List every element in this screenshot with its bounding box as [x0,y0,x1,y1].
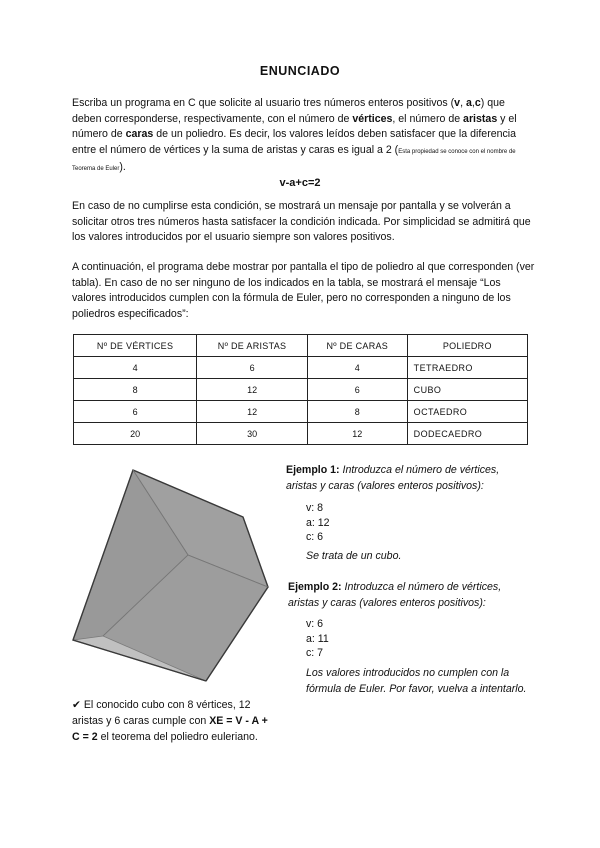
var-v: v [454,97,461,109]
euler-note: Esta propiedad se conoce con el nombre de Teorema de Euler [72,148,516,172]
cell-caras: 4 [307,357,407,379]
cube-illustration [70,465,270,690]
term-vertices: vértices [352,112,393,125]
example-2-label: Ejemplo 2: [288,581,342,593]
example-2 [288,580,528,611]
intro-text: ) que deben corresponderse, respectivamente, con el número de [72,97,505,125]
col-caras: Nº DE CARAS [307,335,407,357]
cell-caras: 8 [307,401,407,423]
term-aristas: aristas [463,112,498,125]
table-row [74,401,528,423]
condition-paragraph: En caso de no cumplirse esta condición, se mostrará un mensaje por pantalla y se volverán a solicitar otros tres números hasta satisfacer la condición indicada. Por simplicidad se admitirá que los valores introducidos por el usuario siempre son valores positivos. [72,200,531,243]
table-row [74,357,528,379]
term-caras: caras [125,128,154,140]
col-aristas: Nº DE ARISTAS [197,335,308,357]
example-1-prompt: Introduzca el número de vértices, aristas y caras (valores enteros positivos): [286,464,500,492]
cell-poliedro: CUBO [407,379,527,401]
intro-paragraph [72,96,537,178]
cell-poliedro: DODECAEDRO [407,423,527,445]
intro-text: Escriba un programa en C que solicite al usuario tres números enteros positivos ( [72,97,455,109]
example-2-result: Los valores introducidos no cumplen con la fórmula de Euler. Por favor, vuelva a intentarlo. [306,667,527,695]
example-1 [286,463,526,494]
table-row [74,379,528,401]
intro-text: ). [119,161,126,173]
cell-vertices: 8 [74,379,197,401]
cell-aristas: 30 [197,423,308,445]
cell-caras: 6 [307,379,407,401]
cell-aristas: 6 [197,357,308,379]
var-c: c [474,97,481,109]
polyhedra-table [73,334,528,445]
table-row [74,423,528,445]
cell-vertices: 4 [74,357,197,379]
caption-formula: XE = V - A + C = 2 [72,715,268,743]
cell-poliedro: TETRAEDRO [407,357,527,379]
page-title: ENUNCIADO [259,64,341,78]
intro-text: de un poliedro. Es decir, los valores leídos deben satisfacer que la diferencia entre el número de vértices y la suma de aristas y caras es igual a 2 ( [72,128,517,156]
sep: , [471,97,475,109]
col-vertices: Nº DE VÉRTICES [74,335,197,357]
sep: , [460,97,466,109]
var-a: a [465,97,472,109]
caption-text: El conocido cubo con 8 vértices, 12 aristas y 6 caras cumple con [72,699,251,727]
example-1-label: Ejemplo 1: [286,464,340,476]
table-header-row [74,335,528,357]
example-1-v: v: 8 [306,502,324,514]
cube-caption [72,697,272,745]
cell-poliedro: OCTAEDRO [407,401,527,423]
col-poliedro: POLIEDRO [407,335,527,357]
example-2-values [306,617,329,661]
example-1-a: a: 12 [306,516,330,529]
cell-aristas: 12 [197,379,308,401]
output-paragraph: A continuación, el programa debe mostrar por pantalla el tipo de poliedro al que corresponden (ver tabla). En caso de no ser ninguno de los indicados en la tabla, se mostrará el mensaje “Los valores introducidos cumplen con la fórmula de Euler, pero no corresponden a ninguno de los poliedros especificados”: [72,261,535,320]
intro-text: , el número de [392,112,464,125]
cell-aristas: 12 [197,401,308,423]
example-1-values [306,501,330,545]
example-1-c: c: 6 [306,531,324,543]
example-1-result: Se trata de un cubo. [306,550,402,562]
caption-text: el teorema del poliedro euleriano. [97,731,258,743]
example-2-prompt: Introduzca el número de vértices, aristas y caras (valores enteros positivos): [288,581,502,609]
example-2-c: c: 7 [306,647,324,659]
cell-vertices: 20 [74,423,197,445]
example-2-v: v: 6 [306,618,324,630]
cell-vertices: 6 [74,401,197,423]
check-icon: ✔ [72,699,81,711]
euler-formula: v-a+c=2 [279,177,321,189]
intro-text: y el número de [72,112,517,140]
cell-caras: 12 [307,423,407,445]
example-2-a: a: 11 [306,632,329,645]
